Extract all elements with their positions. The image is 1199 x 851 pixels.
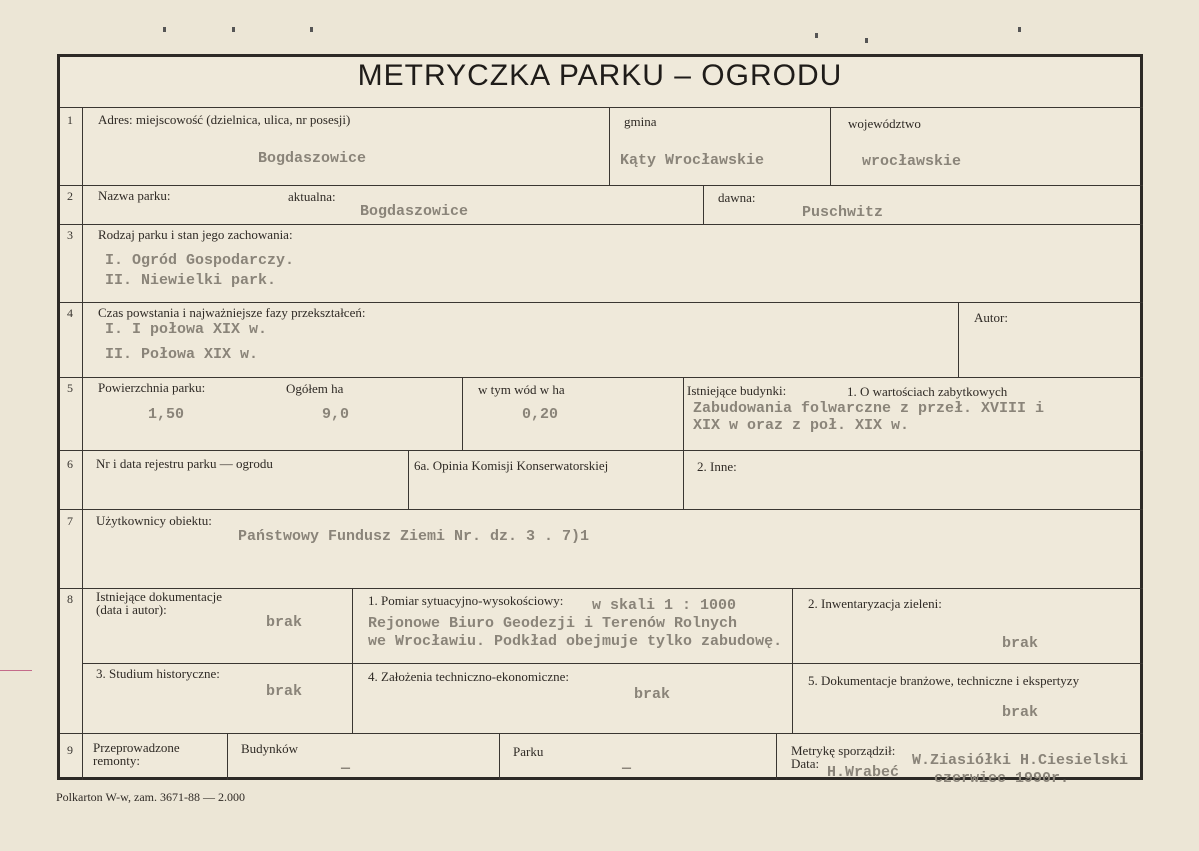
current-name-label: aktualna:	[288, 189, 336, 204]
users-label: Użytkownicy obiektu:	[96, 513, 212, 528]
former-name-label: dawna:	[718, 190, 756, 205]
author-label: Autor:	[974, 310, 1008, 325]
monument-label: 1. O wartościach zabytkowych	[847, 384, 1008, 399]
row-number: 3	[67, 228, 73, 242]
repairs-label: Przeprowadzone	[93, 740, 180, 755]
water-ha-value: 0,20	[522, 406, 559, 423]
park-type-line-2: II. Niewielki park.	[105, 272, 277, 289]
current-name-value: Bogdaszowice	[360, 203, 469, 220]
number-column-divider	[82, 107, 83, 780]
park-name-label: Nazwa parku:	[98, 188, 171, 203]
address-label: Adres: miejscowość (dzielnica, ulica, nr posesji)	[98, 112, 351, 127]
park-type-line-1: I. Ogród Gospodarczy.	[105, 252, 295, 269]
row-number: 9	[67, 743, 73, 757]
edge-mark	[815, 33, 818, 38]
cell-divider	[227, 733, 228, 780]
voivodeship-label: województwo	[848, 116, 921, 131]
cell-divider	[776, 733, 777, 780]
history-phase-2: II. Połowa XIX w.	[105, 346, 259, 363]
gmina-label: gmina	[624, 114, 657, 129]
users-value: Państwowy Fundusz Ziemi Nr. dz. 3 . 7)1	[238, 528, 590, 545]
row-number: 4	[67, 306, 73, 320]
date-label: Data:	[791, 756, 820, 771]
historical-study-label: 3. Studium historyczne:	[96, 666, 220, 681]
park-type-label: Rodzaj parku i stan jego zachowania:	[98, 227, 293, 242]
survey-line-2: we Wrocławiu. Podkład obejmuje tylko zabudowę.	[368, 633, 783, 650]
cell-divider	[408, 450, 409, 509]
date-person: H.Wrabeć	[827, 764, 900, 781]
voivodeship-value: wrocławskie	[862, 153, 962, 170]
tech-econ-value: brak	[634, 686, 671, 703]
survey-scale: w skali 1 : 1000	[592, 597, 737, 614]
row-number: 5	[67, 381, 73, 395]
cell-divider	[792, 588, 793, 733]
cell-divider	[958, 302, 959, 377]
branch-docs-label: 5. Dokumentacje branżowe, techniczne i ekspertyzy	[808, 673, 1080, 688]
row-divider	[60, 509, 1143, 510]
row-divider	[60, 733, 1143, 734]
docs-value: brak	[266, 614, 303, 631]
survey-label: 1. Pomiar sytuacyjno-wysokościowy:	[368, 593, 564, 608]
edge-mark	[232, 27, 235, 32]
buildings-label: Istniejące budynki:	[687, 383, 787, 398]
monument-line-1: Zabudowania folwarczne z przeł. XVIII i	[693, 400, 1045, 417]
row-number: 7	[67, 514, 73, 528]
row-divider	[82, 663, 1143, 664]
repairs-buildings-label: Budynków	[241, 741, 299, 756]
history-phase-1: I. I połowa XIX w.	[105, 321, 268, 338]
docs-label: (data i autor):	[96, 602, 167, 617]
address-value: Bogdaszowice	[258, 150, 367, 167]
register-label: Nr i data rejestru parku — ogrodu	[96, 456, 273, 471]
gmina-value: Kąty Wrocławskie	[620, 152, 765, 169]
park-area-label: Powierzchnia parku:	[98, 380, 206, 395]
print-footer: Polkarton W-w, zam. 3671-88 — 2.000	[56, 790, 245, 804]
repairs-buildings-value: —	[341, 760, 351, 777]
row-number: 6	[67, 457, 73, 471]
row-number: 2	[67, 189, 73, 203]
prepared-by-value: W.Ziasiółki H.Ciesielski	[912, 752, 1129, 769]
other-buildings-label: 2. Inne:	[697, 459, 737, 474]
edge-mark	[1018, 27, 1021, 32]
edge-mark	[310, 27, 313, 32]
form-title: METRYCZKA PARKU – OGRODU	[357, 59, 843, 92]
greenery-value: brak	[1002, 635, 1039, 652]
greenery-label: 2. Inwentaryzacja zieleni:	[808, 596, 942, 611]
conservation-opinion-label: 6a. Opinia Komisji Konserwatorskiej	[414, 458, 609, 473]
row-divider	[60, 185, 1143, 186]
water-ha-label: w tym wód w ha	[478, 382, 565, 397]
row-divider	[60, 302, 1143, 303]
cell-divider	[683, 377, 684, 509]
branch-docs-value: brak	[1002, 704, 1039, 721]
cell-divider	[609, 107, 610, 185]
cell-divider	[462, 377, 463, 450]
date-value: czerwiec 1990r.	[934, 770, 1070, 787]
tech-econ-label: 4. Założenia techniczno-ekonomiczne:	[368, 669, 570, 684]
row-divider	[60, 377, 1143, 378]
form-frame	[57, 54, 1143, 787]
edge-mark	[163, 27, 166, 32]
repairs-park-value: —	[622, 760, 632, 777]
repairs-label: remonty:	[93, 753, 140, 768]
row-divider	[60, 224, 1143, 225]
row-divider	[60, 107, 1143, 108]
edge-mark	[865, 38, 868, 43]
margin-mark	[0, 670, 32, 671]
prepared-by-label: Metrykę sporządził:	[791, 743, 896, 758]
cell-divider	[499, 733, 500, 780]
park-area-value: 1,50	[148, 406, 185, 423]
cell-divider	[830, 107, 831, 185]
repairs-park-label: Parku	[513, 744, 544, 759]
row-divider	[60, 588, 1143, 589]
historical-study-value: brak	[266, 683, 303, 700]
docs-label: Istniejące dokumentacje	[96, 589, 222, 604]
survey-line-1: Rejonowe Biuro Geodezji i Terenów Rolnych	[368, 615, 738, 632]
total-ha-value: 9,0	[322, 406, 350, 423]
row-number: 8	[67, 592, 73, 606]
history-phases-label: Czas powstania i najważniejsze fazy przekształceń:	[98, 305, 366, 320]
total-ha-label: Ogółem ha	[286, 381, 344, 396]
row-divider	[60, 450, 1143, 451]
cell-divider	[352, 588, 353, 733]
row-number: 1	[67, 113, 73, 127]
former-name-value: Puschwitz	[802, 204, 884, 221]
monument-line-2: XIX w oraz z poł. XIX w.	[693, 417, 910, 434]
cell-divider	[703, 185, 704, 224]
